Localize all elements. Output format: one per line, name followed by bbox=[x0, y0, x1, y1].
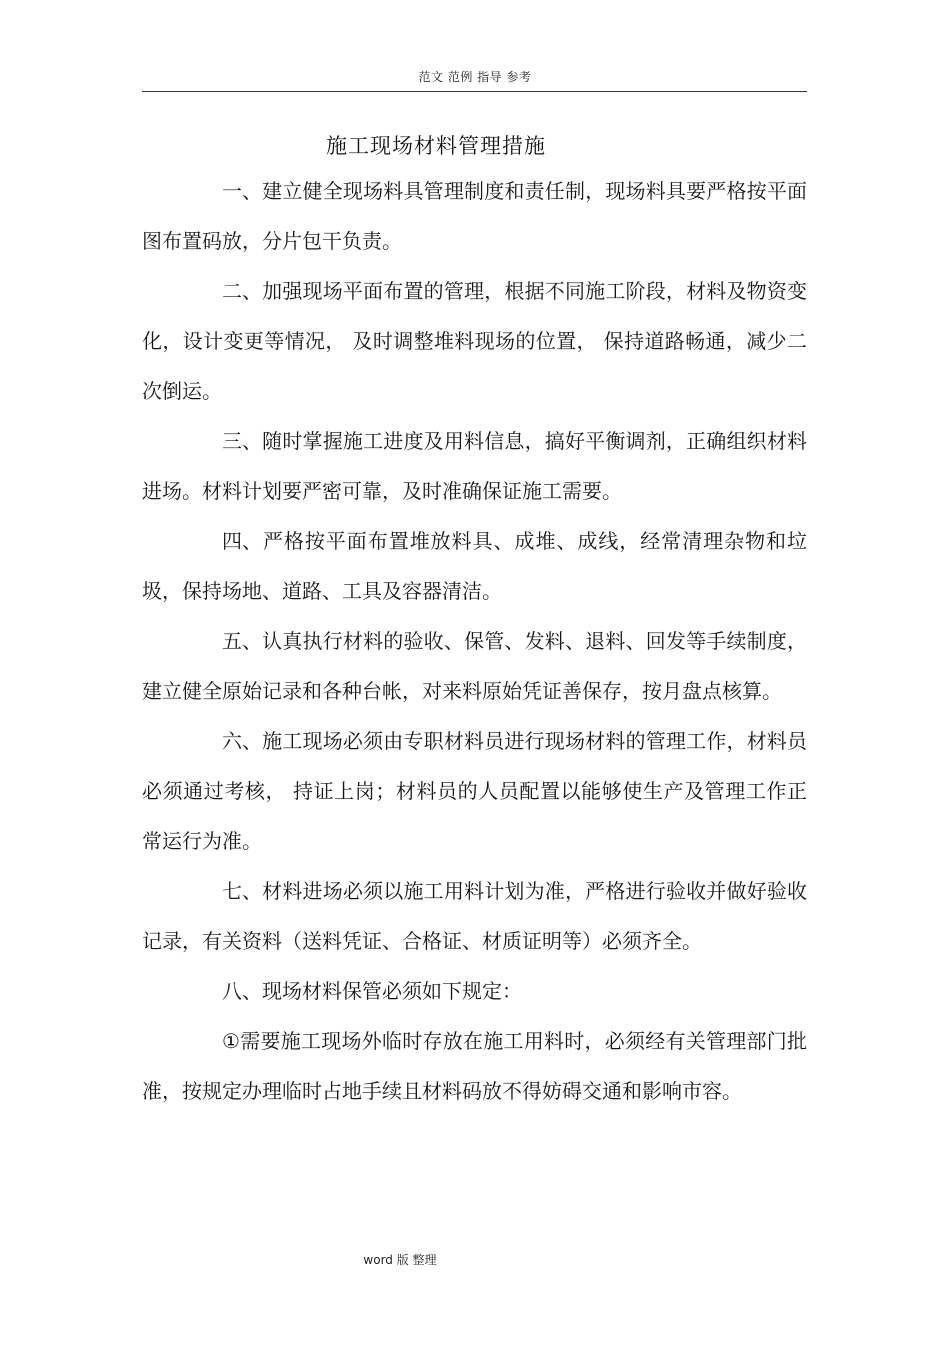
paragraph-number: 七、 bbox=[222, 879, 262, 903]
paragraph-3 bbox=[142, 416, 807, 516]
paragraph-text: 建立健全现场料具管理制度和责任制，现场料具要严格按平面图布置码放，分片包干负责。 bbox=[142, 179, 807, 253]
paragraph-number: 一、 bbox=[222, 179, 262, 203]
paragraph-text: 认真执行材料的验收、保管、发料、退料、回发等手续制度，建立健全原始记录和各种台帐，对来料原始凭证善保存，按月盘点核算。 bbox=[142, 629, 807, 703]
paragraph-number: 三、 bbox=[222, 429, 262, 453]
paragraph-1 bbox=[142, 166, 807, 266]
page-footer: word 版 整理 bbox=[363, 1253, 437, 1267]
paragraph-4 bbox=[142, 516, 807, 616]
paragraph-2 bbox=[142, 266, 807, 416]
paragraph-text: 现场材料保管必须如下规定： bbox=[262, 979, 522, 1003]
paragraph-text: 严格按平面布置堆放料具、成堆、成线，经常清理杂物和垃圾，保持场地、道路、工具及容器清洁。 bbox=[142, 529, 807, 603]
document-body bbox=[142, 166, 807, 1116]
paragraph-text: 材料进场必须以施工用料计划为准，严格进行验收并做好验收记录，有关资料（送料凭证、合格证、材质证明等）必须齐全。 bbox=[142, 879, 807, 953]
paragraph-number: ① bbox=[222, 1029, 240, 1053]
paragraph-9 bbox=[142, 1016, 807, 1116]
paragraph-number: 四、 bbox=[222, 529, 262, 553]
paragraph-text: 随时掌握施工进度及用料信息，搞好平衡调剂，正确组织材料进场。材料计划要严密可靠，及时准确保证施工需要。 bbox=[142, 429, 807, 503]
paragraph-number: 二、 bbox=[222, 279, 262, 303]
page-header: 范文 范例 指导 参考 bbox=[418, 70, 532, 84]
paragraph-8 bbox=[142, 966, 807, 1016]
paragraph-5 bbox=[142, 616, 807, 716]
paragraph-number: 八、 bbox=[222, 979, 262, 1003]
paragraph-number: 五、 bbox=[222, 629, 262, 653]
paragraph-text: 需要施工现场外临时存放在施工用料时，必须经有关管理部门批准，按规定办理临时占地手续且材料码放不得妨碍交通和影响市容。 bbox=[142, 1029, 807, 1103]
paragraph-7 bbox=[142, 866, 807, 966]
header-divider bbox=[142, 91, 807, 92]
paragraph-number: 六、 bbox=[222, 729, 262, 753]
paragraph-6 bbox=[142, 716, 807, 866]
document-title: 施工现场材料管理措施 bbox=[326, 134, 546, 158]
paragraph-text: 加强现场平面布置的管理，根据不同施工阶段，材料及物资变化，设计变更等情况， 及时调整堆料现场的位置， 保持道路畅通，减少二次倒运。 bbox=[142, 279, 807, 403]
paragraph-text: 施工现场必须由专职材料员进行现场材料的管理工作，材料员必须通过考核， 持证上岗；材料员的人员配置以能够使生产及管理工作正常运行为准。 bbox=[142, 729, 807, 853]
